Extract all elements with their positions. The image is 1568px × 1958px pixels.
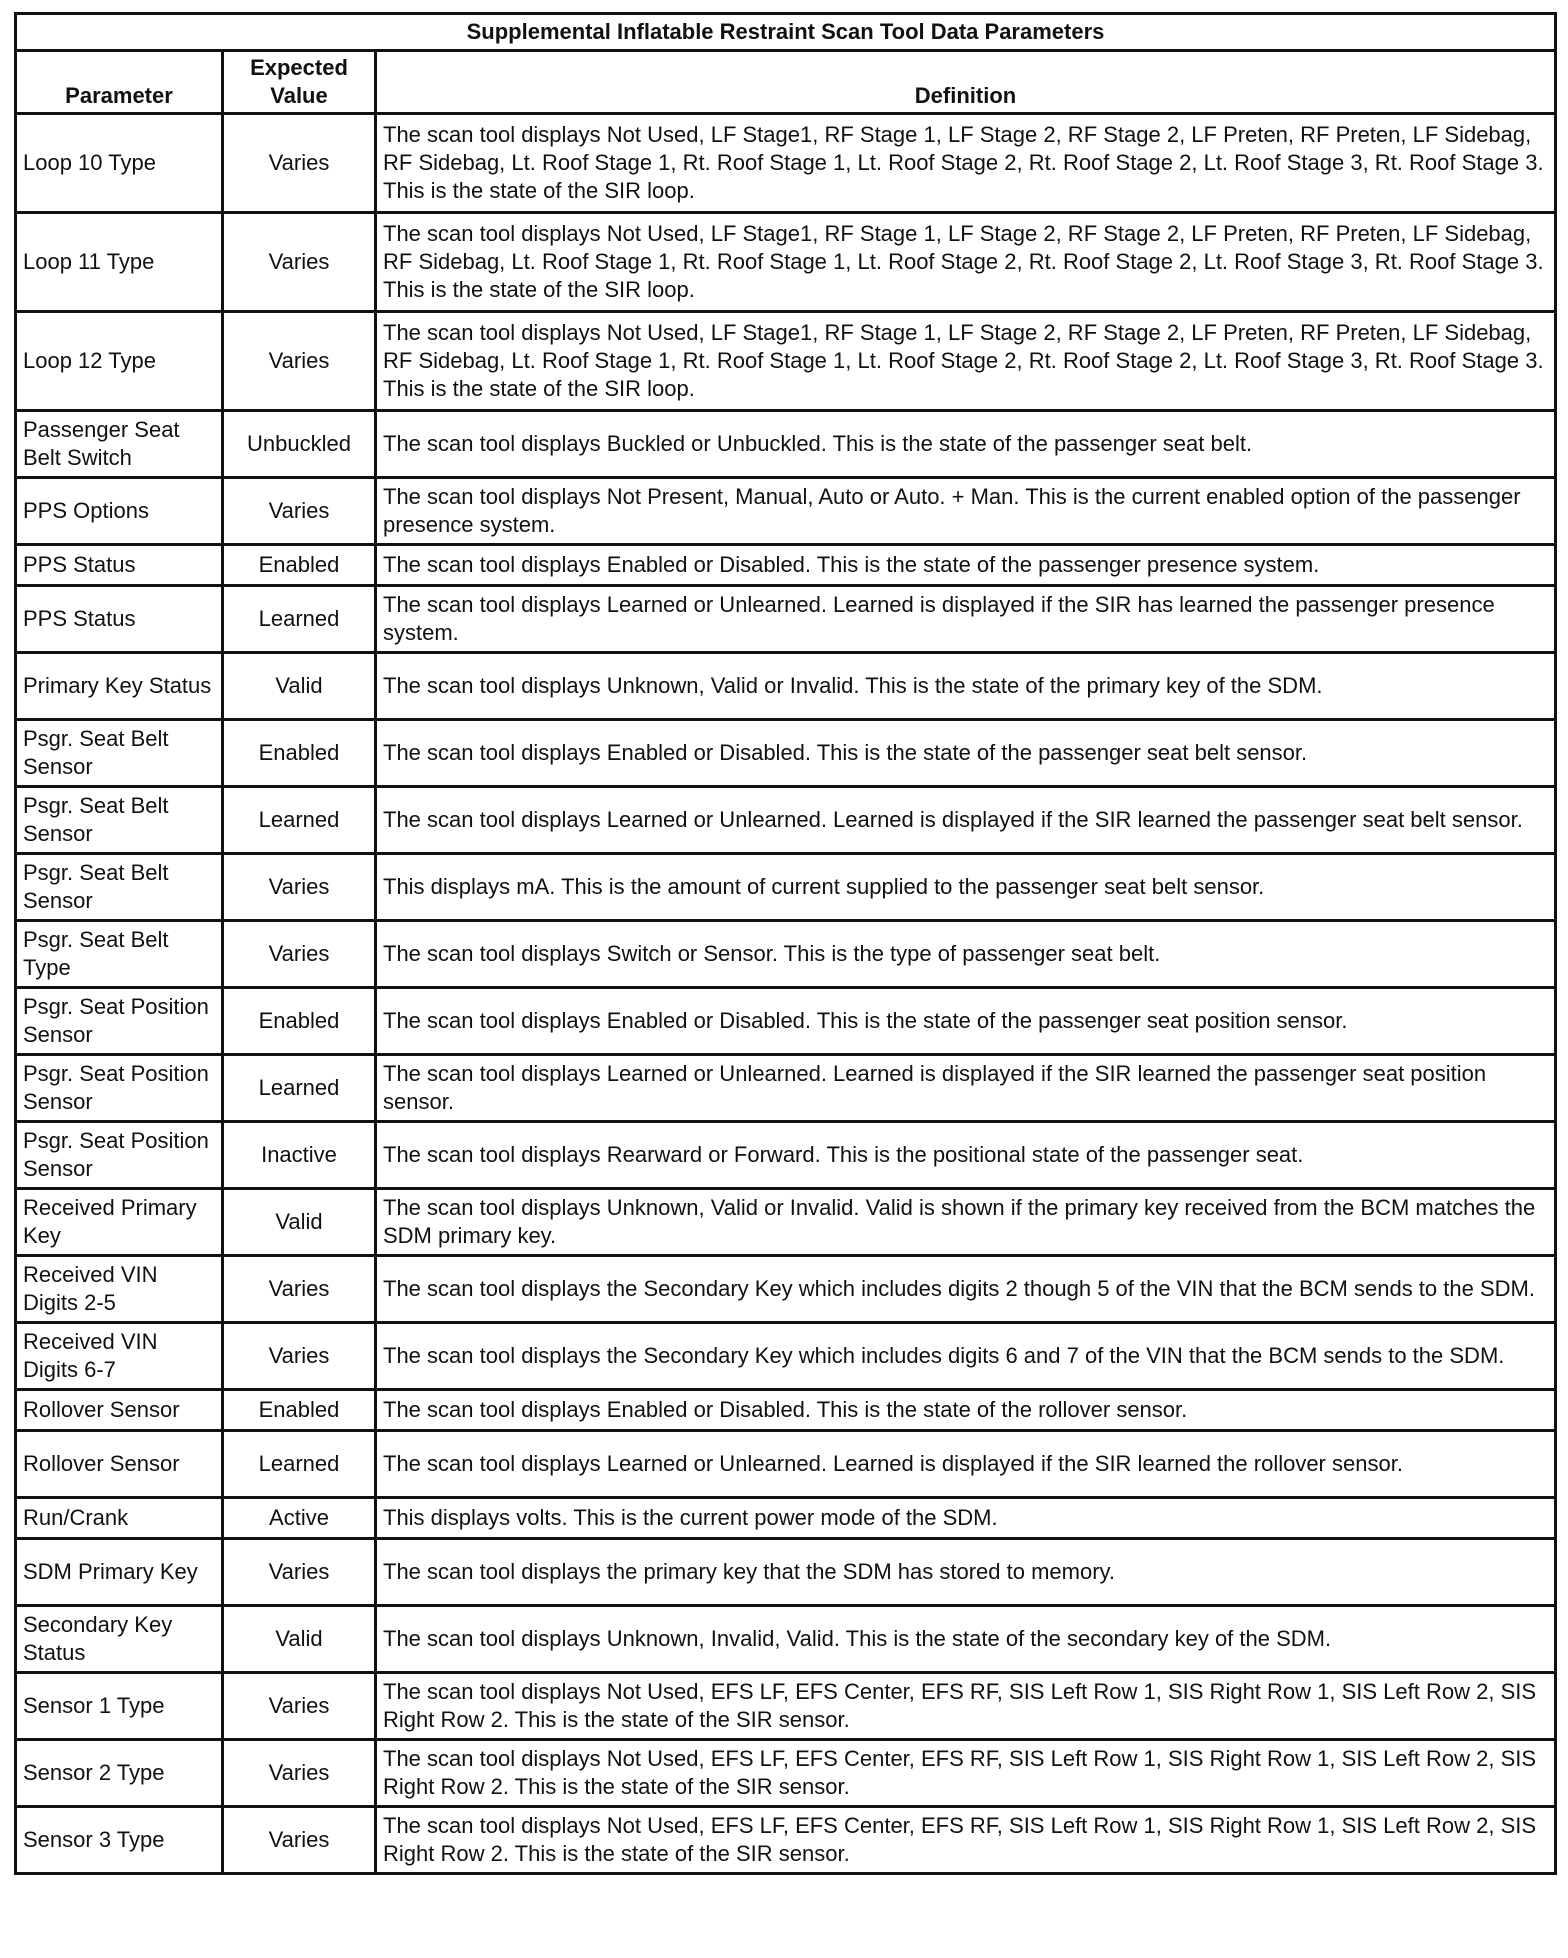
document-page xyxy=(14,12,1554,1875)
definition-cell: The scan tool displays Learned or Unlearned. Learned is displayed if the SIR learned the passenger seat position sensor. xyxy=(376,1055,1556,1122)
table-row xyxy=(16,1740,1556,1807)
parameter-cell: Psgr. Seat Belt Sensor xyxy=(16,787,223,854)
table-row xyxy=(16,312,1556,411)
column-header-parameter: Parameter xyxy=(16,51,223,114)
definition-cell: The scan tool displays Unknown, Valid or Invalid. This is the state of the primary key of the SDM. xyxy=(376,653,1556,720)
expected-value-cell: Valid xyxy=(223,1606,376,1673)
expected-value-cell: Varies xyxy=(223,478,376,545)
expected-value-cell: Enabled xyxy=(223,720,376,787)
expected-value-cell: Learned xyxy=(223,1055,376,1122)
table-row xyxy=(16,1807,1556,1874)
expected-value-cell: Varies xyxy=(223,1323,376,1390)
table-row xyxy=(16,854,1556,921)
table-row xyxy=(16,1055,1556,1122)
parameter-cell: Rollover Sensor xyxy=(16,1390,223,1431)
table-title: Supplemental Inflatable Restraint Scan Tool Data Parameters xyxy=(16,14,1556,51)
expected-value-cell: Learned xyxy=(223,787,376,854)
table-row xyxy=(16,1390,1556,1431)
table-row xyxy=(16,411,1556,478)
definition-cell: The scan tool displays Not Used, LF Stage1, RF Stage 1, LF Stage 2, RF Stage 2, LF Preten, RF Preten, LF Sidebag, RF Sidebag, Lt. Roof Stage 1, Rt. Roof Stage 1, Lt. Roof Stage 2, Rt. Roof Stage 2, Lt. Roof Stage 3, Rt. Roof Stage 3. This is the state of the SIR loop. xyxy=(376,213,1556,312)
parameter-cell: Psgr. Seat Belt Sensor xyxy=(16,720,223,787)
table-row xyxy=(16,1606,1556,1673)
table-row xyxy=(16,1539,1556,1606)
parameter-cell: PPS Status xyxy=(16,545,223,586)
table-header-row xyxy=(16,51,1556,114)
table-row xyxy=(16,545,1556,586)
table-row xyxy=(16,1122,1556,1189)
parameter-cell: Passenger Seat Belt Switch xyxy=(16,411,223,478)
expected-value-cell: Unbuckled xyxy=(223,411,376,478)
column-header-definition: Definition xyxy=(376,51,1556,114)
parameter-cell: Sensor 3 Type xyxy=(16,1807,223,1874)
definition-cell: The scan tool displays Not Present, Manual, Auto or Auto. + Man. This is the current enabled option of the passenger presence system. xyxy=(376,478,1556,545)
definition-cell: The scan tool displays Unknown, Invalid, Valid. This is the state of the secondary key of the SDM. xyxy=(376,1606,1556,1673)
parameter-cell: Rollover Sensor xyxy=(16,1431,223,1498)
parameter-cell: Psgr. Seat Position Sensor xyxy=(16,1055,223,1122)
scan-tool-data-table xyxy=(14,12,1557,1875)
expected-value-cell: Varies xyxy=(223,921,376,988)
definition-cell: The scan tool displays Not Used, EFS LF, EFS Center, EFS RF, SIS Left Row 1, SIS Right Row 1, SIS Left Row 2, SIS Right Row 2. This is the state of the SIR sensor. xyxy=(376,1740,1556,1807)
parameter-cell: Psgr. Seat Position Sensor xyxy=(16,1122,223,1189)
expected-value-cell: Varies xyxy=(223,854,376,921)
parameter-cell: PPS Options xyxy=(16,478,223,545)
expected-value-cell: Varies xyxy=(223,1807,376,1874)
parameter-cell: Received VIN Digits 2-5 xyxy=(16,1256,223,1323)
parameter-cell: PPS Status xyxy=(16,586,223,653)
definition-cell: The scan tool displays Learned or Unlearned. Learned is displayed if the SIR learned the rollover sensor. xyxy=(376,1431,1556,1498)
expected-value-cell: Enabled xyxy=(223,545,376,586)
parameter-cell: Psgr. Seat Belt Type xyxy=(16,921,223,988)
definition-cell: The scan tool displays Enabled or Disabled. This is the state of the passenger presence system. xyxy=(376,545,1556,586)
parameter-cell: SDM Primary Key xyxy=(16,1539,223,1606)
parameter-cell: Sensor 1 Type xyxy=(16,1673,223,1740)
definition-cell: This displays volts. This is the current power mode of the SDM. xyxy=(376,1498,1556,1539)
definition-cell: The scan tool displays Not Used, EFS LF, EFS Center, EFS RF, SIS Left Row 1, SIS Right Row 1, SIS Left Row 2, SIS Right Row 2. This is the state of the SIR sensor. xyxy=(376,1673,1556,1740)
parameter-cell: Primary Key Status xyxy=(16,653,223,720)
parameter-cell: Received VIN Digits 6-7 xyxy=(16,1323,223,1390)
table-row xyxy=(16,1431,1556,1498)
definition-cell: The scan tool displays the Secondary Key which includes digits 6 and 7 of the VIN that the BCM sends to the SDM. xyxy=(376,1323,1556,1390)
table-row xyxy=(16,1673,1556,1740)
table-row xyxy=(16,478,1556,545)
expected-value-cell: Varies xyxy=(223,312,376,411)
table-row xyxy=(16,1256,1556,1323)
definition-cell: The scan tool displays Not Used, EFS LF, EFS Center, EFS RF, SIS Left Row 1, SIS Right Row 1, SIS Left Row 2, SIS Right Row 2. This is the state of the SIR sensor. xyxy=(376,1807,1556,1874)
definition-cell: The scan tool displays Rearward or Forward. This is the positional state of the passenger seat. xyxy=(376,1122,1556,1189)
definition-cell: The scan tool displays Not Used, LF Stage1, RF Stage 1, LF Stage 2, RF Stage 2, LF Preten, RF Preten, LF Sidebag, RF Sidebag, Lt. Roof Stage 1, Rt. Roof Stage 1, Lt. Roof Stage 2, Rt. Roof Stage 2, Lt. Roof Stage 3, Rt. Roof Stage 3. This is the state of the SIR loop. xyxy=(376,114,1556,213)
table-row xyxy=(16,921,1556,988)
table-row xyxy=(16,1189,1556,1256)
parameter-cell: Sensor 2 Type xyxy=(16,1740,223,1807)
definition-cell: The scan tool displays the primary key that the SDM has stored to memory. xyxy=(376,1539,1556,1606)
definition-cell: The scan tool displays Learned or Unlearned. Learned is displayed if the SIR learned the passenger seat belt sensor. xyxy=(376,787,1556,854)
definition-cell: The scan tool displays Enabled or Disabled. This is the state of the passenger seat belt sensor. xyxy=(376,720,1556,787)
table-row xyxy=(16,720,1556,787)
parameter-cell: Psgr. Seat Belt Sensor xyxy=(16,854,223,921)
definition-cell: The scan tool displays Unknown, Valid or Invalid. Valid is shown if the primary key received from the BCM matches the SDM primary key. xyxy=(376,1189,1556,1256)
expected-value-cell: Varies xyxy=(223,114,376,213)
parameter-cell: Loop 11 Type xyxy=(16,213,223,312)
table-row xyxy=(16,787,1556,854)
definition-cell: The scan tool displays Enabled or Disabled. This is the state of the rollover sensor. xyxy=(376,1390,1556,1431)
parameter-cell: Secondary Key Status xyxy=(16,1606,223,1673)
expected-value-cell: Inactive xyxy=(223,1122,376,1189)
table-row xyxy=(16,213,1556,312)
expected-value-cell: Learned xyxy=(223,586,376,653)
table-row xyxy=(16,586,1556,653)
definition-cell: The scan tool displays the Secondary Key which includes digits 2 though 5 of the VIN that the BCM sends to the SDM. xyxy=(376,1256,1556,1323)
table-row xyxy=(16,988,1556,1055)
expected-value-cell: Valid xyxy=(223,653,376,720)
parameter-cell: Run/Crank xyxy=(16,1498,223,1539)
table-row xyxy=(16,114,1556,213)
table-row xyxy=(16,1323,1556,1390)
parameter-cell: Loop 12 Type xyxy=(16,312,223,411)
definition-cell: This displays mA. This is the amount of current supplied to the passenger seat belt sensor. xyxy=(376,854,1556,921)
definition-cell: The scan tool displays Enabled or Disabled. This is the state of the passenger seat position sensor. xyxy=(376,988,1556,1055)
definition-cell: The scan tool displays Not Used, LF Stage1, RF Stage 1, LF Stage 2, RF Stage 2, LF Preten, RF Preten, LF Sidebag, RF Sidebag, Lt. Roof Stage 1, Rt. Roof Stage 1, Lt. Roof Stage 2, Rt. Roof Stage 2, Lt. Roof Stage 3, Rt. Roof Stage 3. This is the state of the SIR loop. xyxy=(376,312,1556,411)
definition-cell: The scan tool displays Learned or Unlearned. Learned is displayed if the SIR has learned the passenger presence system. xyxy=(376,586,1556,653)
definition-cell: The scan tool displays Buckled or Unbuckled. This is the state of the passenger seat belt. xyxy=(376,411,1556,478)
expected-value-cell: Enabled xyxy=(223,1390,376,1431)
parameter-cell: Psgr. Seat Position Sensor xyxy=(16,988,223,1055)
table-row xyxy=(16,653,1556,720)
expected-value-cell: Varies xyxy=(223,1539,376,1606)
parameter-cell: Received Primary Key xyxy=(16,1189,223,1256)
table-row xyxy=(16,1498,1556,1539)
definition-cell: The scan tool displays Switch or Sensor. This is the type of passenger seat belt. xyxy=(376,921,1556,988)
column-header-expected-value: Expected Value xyxy=(223,51,376,114)
table-title-row xyxy=(16,14,1556,51)
parameter-cell: Loop 10 Type xyxy=(16,114,223,213)
expected-value-cell: Varies xyxy=(223,1256,376,1323)
expected-value-cell: Active xyxy=(223,1498,376,1539)
expected-value-cell: Varies xyxy=(223,213,376,312)
expected-value-cell: Valid xyxy=(223,1189,376,1256)
expected-value-cell: Varies xyxy=(223,1673,376,1740)
expected-value-cell: Varies xyxy=(223,1740,376,1807)
expected-value-cell: Enabled xyxy=(223,988,376,1055)
expected-value-cell: Learned xyxy=(223,1431,376,1498)
